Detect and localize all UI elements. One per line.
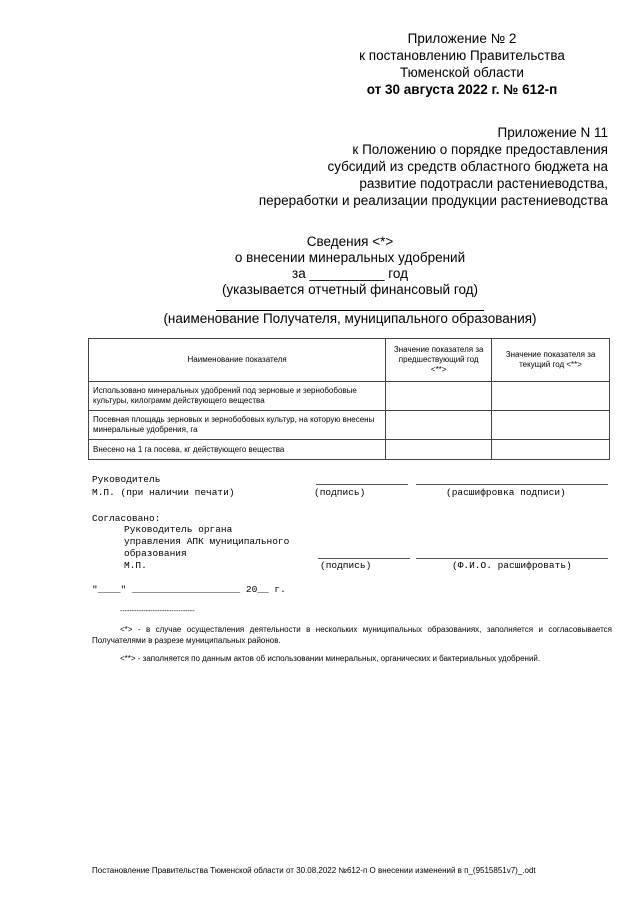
row-prev-value[interactable]: [386, 382, 492, 411]
head-decode-caption: (расшифровка подписи): [446, 487, 566, 498]
title-line2: о внесении минеральных удобрений: [234, 250, 466, 265]
appendix-11-line4: развитие подотрасли растениеводства,: [359, 176, 608, 191]
head-label: Руководитель: [92, 474, 161, 485]
appendix-2-line4: от 30 августа 2022 г. № 612-п: [366, 82, 558, 97]
org-decode-line: [416, 558, 608, 559]
footnote-2: <**> - заполняется по данным актов об использовании минеральных, органических и бактериальных удобрений.: [120, 654, 541, 663]
org-line3: образования: [124, 548, 187, 559]
recipient-caption: (наименование Получателя, муниципального образования): [163, 311, 537, 326]
header-indicator-name: Наименование показателя: [89, 339, 386, 382]
row-curr-value[interactable]: [492, 411, 610, 440]
recipient-block: [150, 302, 550, 327]
row-curr-value[interactable]: [492, 382, 610, 411]
appendix-11-line1: Приложение N 11: [497, 125, 608, 140]
date-line: "____" ___________________ 20__ г.: [92, 584, 286, 595]
appendix-2-header: [332, 30, 592, 98]
head-sign-line: [316, 484, 408, 485]
org-decode-caption: (Ф.И.О. расшифровать): [452, 560, 572, 571]
row-indicator-name: Внесено на 1 га посева, кг действующего вещества: [89, 440, 386, 460]
row-prev-value[interactable]: [386, 411, 492, 440]
row-indicator-name: Посевная площадь зерновых и зернобобовых культур, на которую внесены минеральные удобрения, га: [89, 411, 386, 440]
table-row: [89, 411, 610, 440]
form-title: [150, 234, 550, 298]
header-prev-year: Значение показателя за предшествующий год <**>: [386, 339, 492, 382]
appendix-11-line5: переработки и реализации продукции растениеводства: [258, 193, 608, 208]
org-line1: Руководитель органа: [124, 524, 233, 535]
agreed-label: Согласовано:: [92, 513, 161, 524]
row-curr-value[interactable]: [492, 440, 610, 460]
table-header-row: [89, 339, 610, 382]
org-line2: управления АПК муниципального: [124, 536, 290, 547]
header-curr-year: Значение показателя за текущий год <**>: [492, 339, 610, 382]
title-line4: (указывается отчетный финансовый год): [221, 282, 479, 297]
table-row: [89, 440, 610, 460]
indicators-table: [88, 338, 610, 460]
appendix-2-line1: Приложение № 2: [407, 31, 517, 46]
appendix-11-header: [248, 124, 608, 209]
footnote-1: <*> - в случае осуществления деятельности в нескольких муниципальных образованиях, заполняется и согласовывается Получателями в разрезе муниципальных районов.: [92, 625, 612, 645]
footnote-separator: --------------------------------: [120, 608, 195, 615]
appendix-11-line2: к Положению о порядке предоставления: [352, 142, 608, 157]
row-indicator-name: Использовано минеральных удобрений под зерновые и зернобобовые культуры, килограмм действующего вещества: [89, 382, 386, 411]
head-decode-line: [416, 484, 608, 485]
head-sign-caption: (подпись): [314, 487, 366, 498]
org-sign-line: [318, 558, 410, 559]
table-row: [89, 382, 610, 411]
title-line3: за __________ год: [292, 266, 408, 281]
appendix-2-line3: Тюменской области: [400, 65, 524, 80]
appendix-11-line3: субсидий из средств областного бюджета на: [327, 159, 608, 174]
org-stamp: М.П.: [124, 560, 147, 571]
appendix-2-line2: к постановлению Правительства: [359, 48, 565, 63]
org-sign-caption: (подпись): [320, 560, 372, 571]
row-prev-value[interactable]: [386, 440, 492, 460]
title-line1: Сведения <*>: [306, 234, 394, 249]
document-footer: Постановление Правительства Тюменской области от 30.08.2022 №612-п О внесении изменений в п_(9515851v7)_.odt: [92, 866, 536, 875]
stamp-label: М.П. (при наличии печати): [92, 487, 235, 498]
